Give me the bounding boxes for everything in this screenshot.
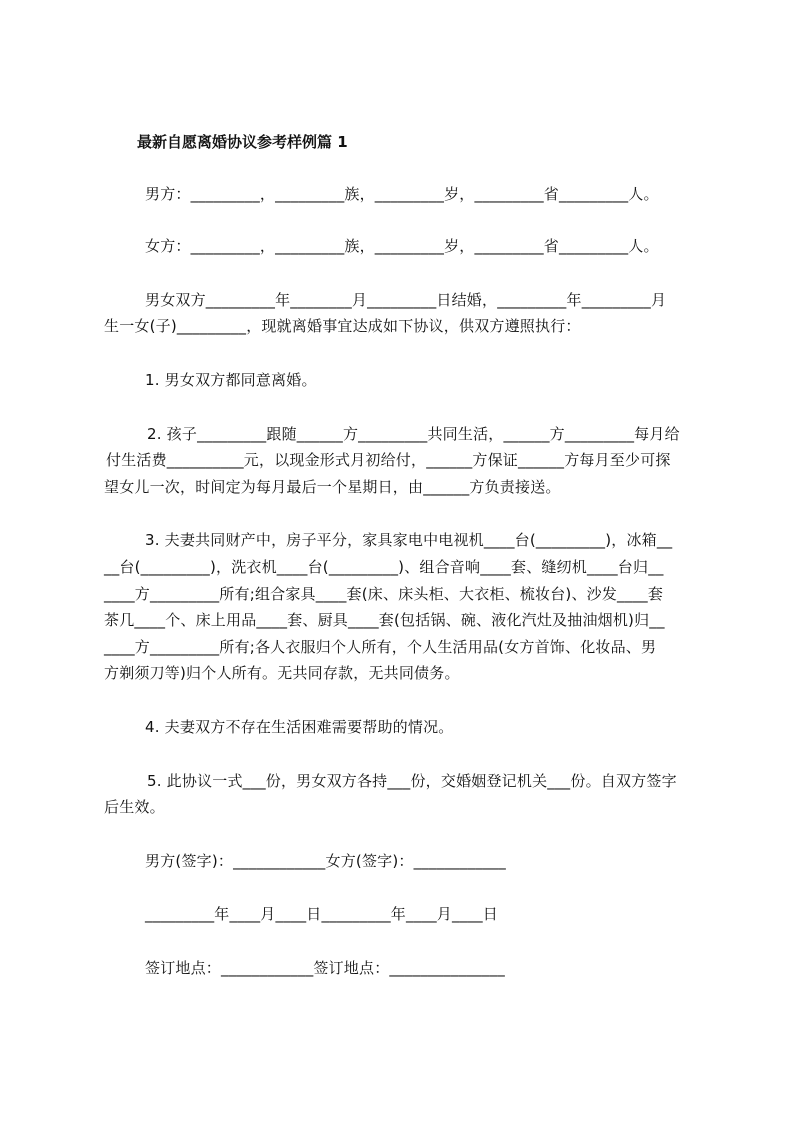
- signing-place-line: 签订地点：____________签订地点：_______________: [145, 959, 505, 977]
- party-male-line: 男方：_________，_________族，_________岁，_________省_________人。: [145, 185, 659, 203]
- clause-3-line-3: ____方_________所有;组合家具____套(床、床头柜、大衣柜、梳妆台)、沙发____套: [104, 585, 664, 603]
- intro-line-1: 男女双方_________年________月_________日结婚，_________年_________月: [145, 291, 667, 309]
- clause-3-line-5: ____方_________所有;各人衣服归个人所有，个人生活用品(女方首饰、化妆品、男: [104, 638, 657, 656]
- clause-2-line-1: 2. 孩子_________跟随______方_________共同生活，______方_________每月给: [147, 425, 680, 443]
- clause-1: 1. 男女双方都同意离婚。: [145, 371, 317, 389]
- clause-3-line-6: 方剃须刀等)归个人所有。无共同存款，无共同债务。: [104, 664, 460, 682]
- clause-3-line-2: __台(_________)，洗衣机____台(_________)、组合音响____套、缝纫机____台归__: [104, 558, 664, 576]
- clause-3-line-1: 3. 夫妻共同财产中，房子平分，家具家电中电视机____台(_________)，冰箱__: [145, 531, 673, 549]
- party-female-line: 女方：_________，_________族，_________岁，_________省_________人。: [145, 237, 659, 255]
- clause-5-line-1: 5. 此协议一式___份，男女双方各持___份，交婚姻登记机关___份。自双方签字: [147, 772, 677, 790]
- clause-3-line-4: 茶几____个、床上用品____套、厨具____套(包括锅、碗、液化汽灶及抽油烟机)归__: [104, 611, 665, 629]
- clause-4: 4. 夫妻双方不存在生活困难需要帮助的情况。: [145, 718, 454, 736]
- intro-line-2: 生一女(子)_________，现就离婚事宜达成如下协议，供双方遵照执行：: [104, 317, 581, 335]
- clause-2-line-2: 付生活费__________元，以现金形式月初给付，______方保证______方每月至少可探: [106, 451, 671, 469]
- date-line: _________年____月____日_________年____月____日: [145, 905, 499, 923]
- document-title: 最新自愿离婚协议参考样例篇 1: [137, 133, 348, 151]
- signature-line: 男方(签字)：____________女方(签字)：____________: [145, 852, 507, 870]
- clause-5-line-2: 后生效。: [104, 798, 165, 816]
- clause-2-line-3: 望女儿一次，时间定为每月最后一个星期日，由______方负责接送。: [104, 478, 561, 496]
